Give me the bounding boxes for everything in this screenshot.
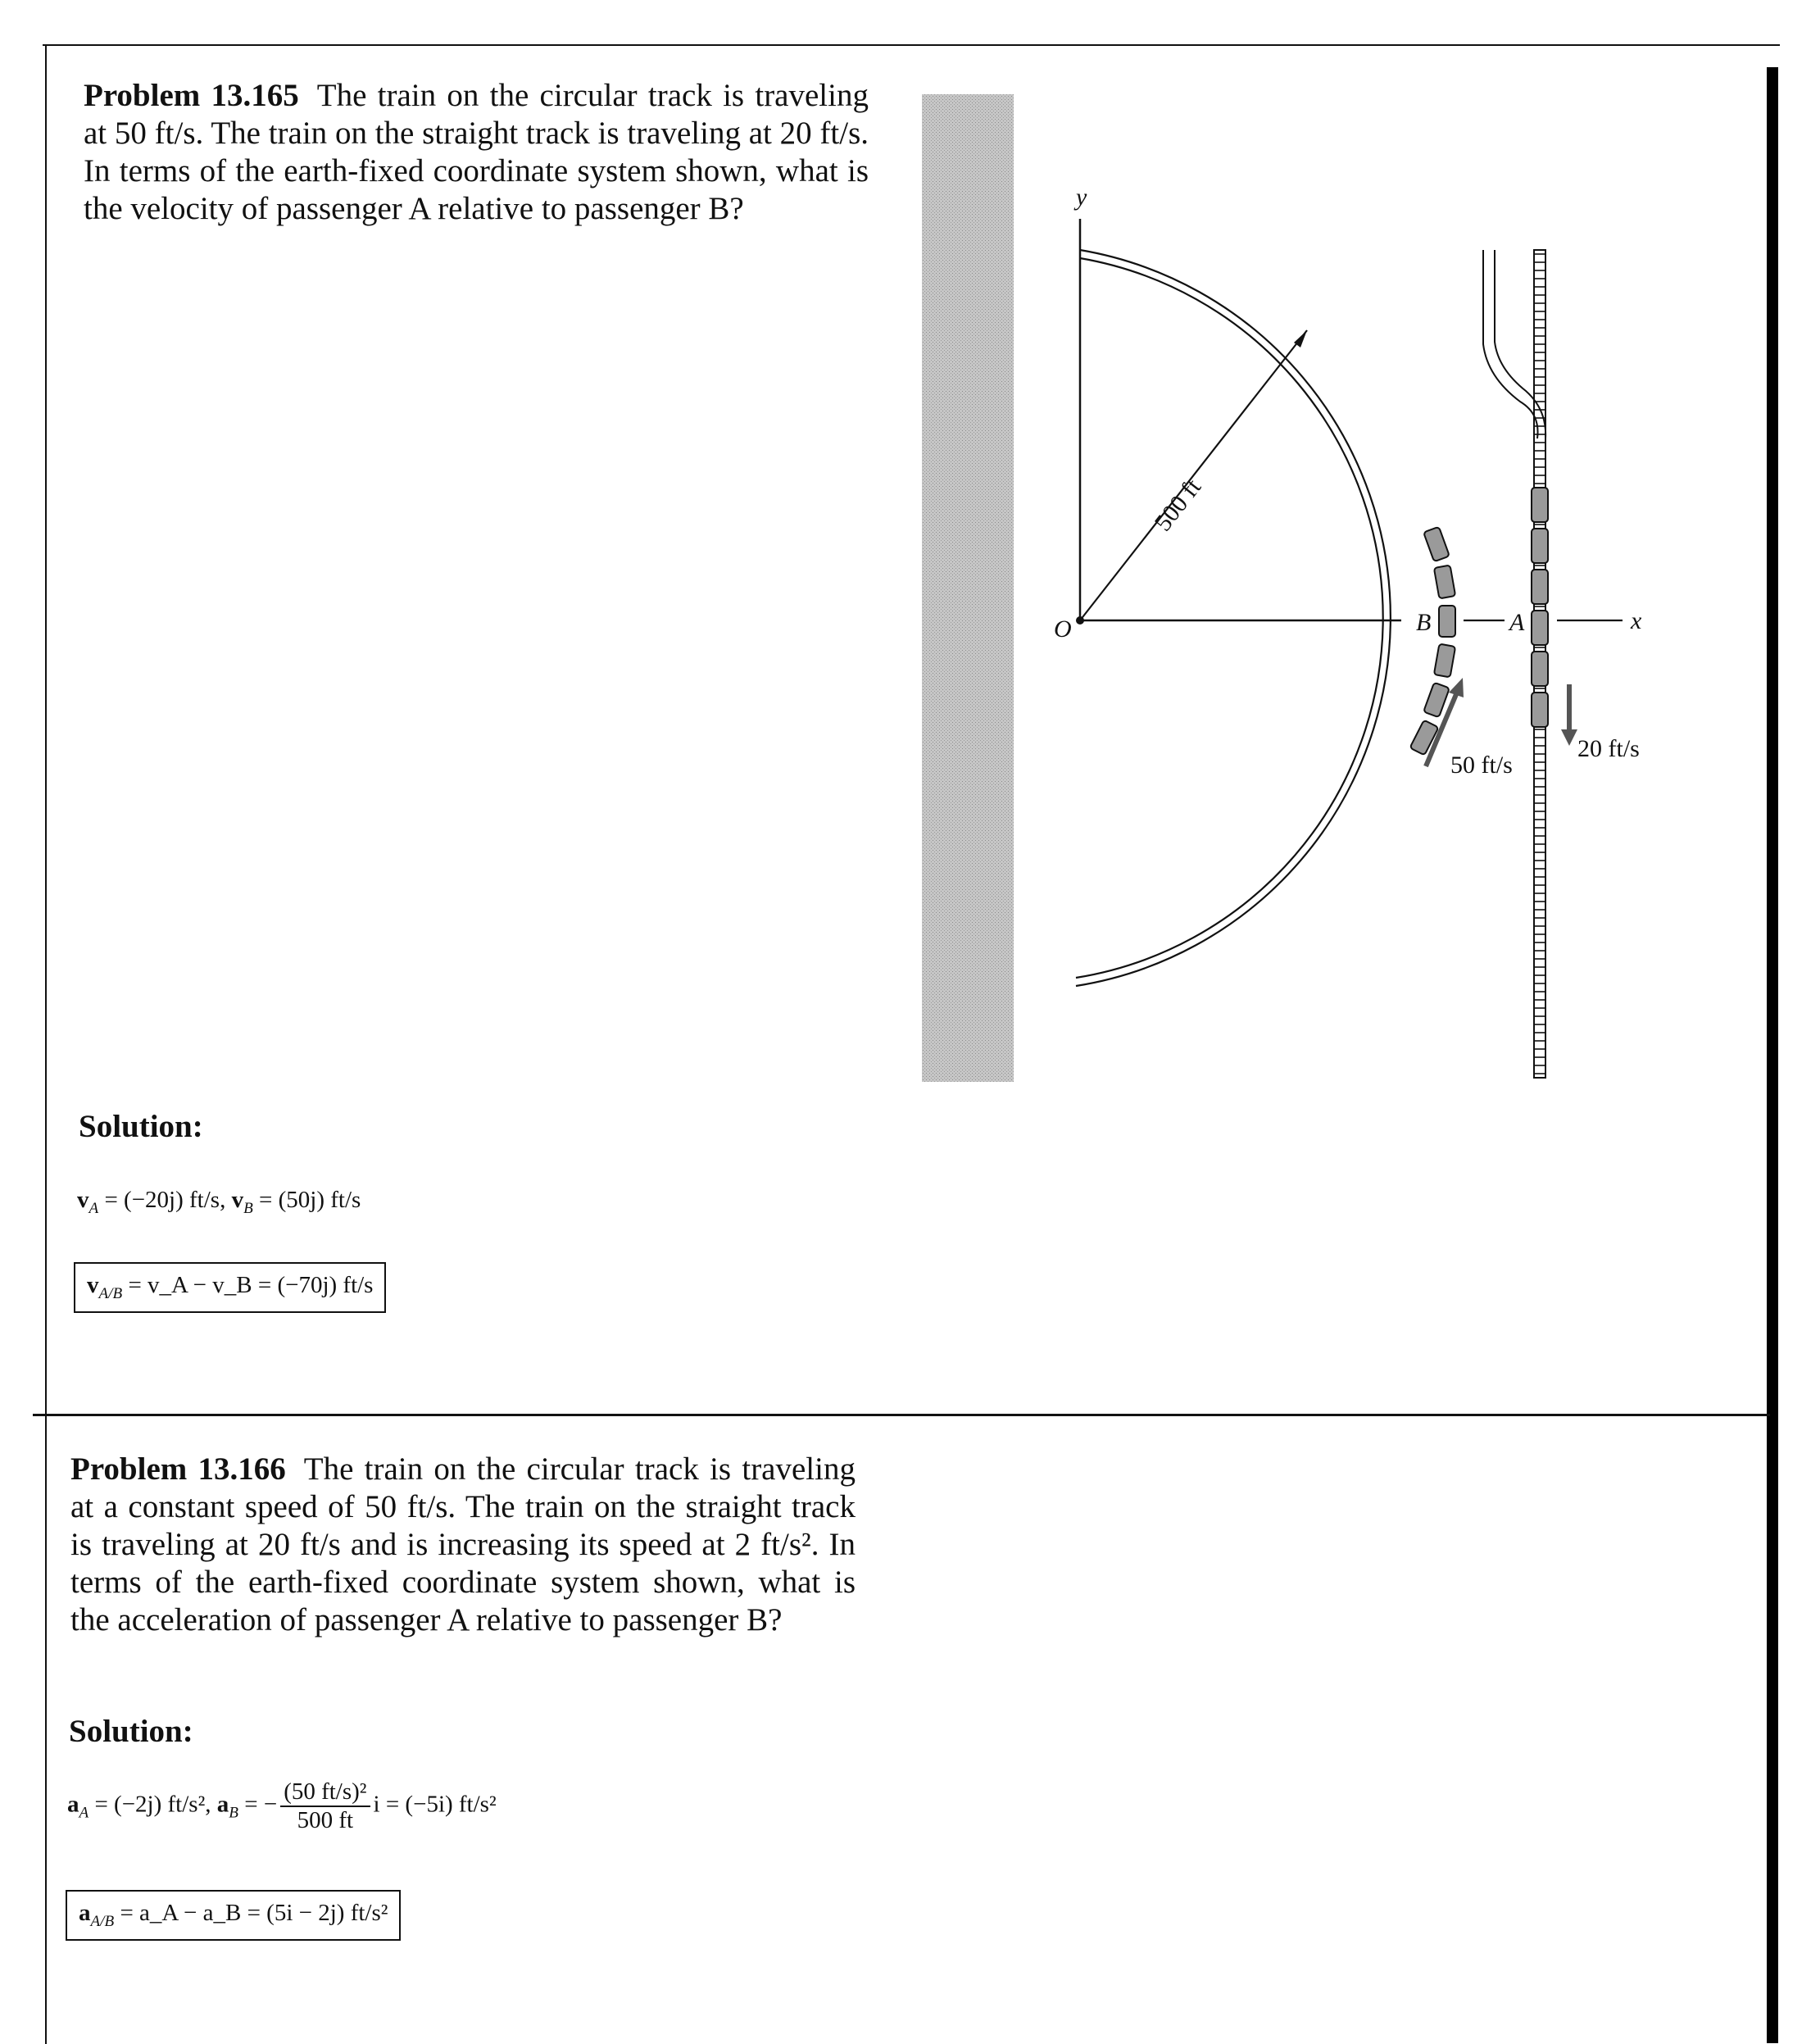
value-aa: = (−2j) ft/s²,	[89, 1791, 217, 1818]
equation-165-velocities	[77, 1187, 361, 1218]
subscript-ab: A/B	[90, 1912, 115, 1930]
symbol-aa: a	[67, 1791, 79, 1818]
origin-label: O	[1054, 615, 1072, 643]
answer-box-166	[66, 1890, 401, 1941]
symbol-vb: v	[231, 1187, 244, 1213]
train-car	[1434, 566, 1455, 599]
train-car	[1532, 611, 1548, 645]
equation-166-accelerations	[67, 1778, 497, 1834]
symbol-ab: a	[216, 1791, 229, 1818]
subscript-b: B	[243, 1199, 253, 1217]
subscript-b: B	[229, 1804, 238, 1822]
y-axis-label: y	[1076, 184, 1087, 211]
value-va: = (−20j) ft/s,	[98, 1187, 232, 1213]
train-car	[1439, 606, 1455, 637]
subscript-a: A	[89, 1199, 99, 1217]
problem-13-166-title: Problem 13.166	[70, 1451, 286, 1487]
train-car	[1423, 527, 1450, 562]
problem-13-165-body: The train on the circular track is traveling at 50 ft/s. The train on the straight track is traveling at 20 ft/s. In terms of the earth-fixed coordinate system shown, what is the velocity of passenger A relative to passenger B?	[84, 78, 869, 226]
symbol-aab: a	[79, 1900, 91, 1926]
speed-arrowhead-circular	[1449, 678, 1464, 697]
train-car	[1423, 683, 1450, 718]
problem-13-165-statement	[84, 77, 869, 228]
spur-track-left-rail	[1483, 250, 1538, 438]
centripetal-fraction	[280, 1778, 370, 1834]
radius-line	[1080, 330, 1307, 620]
train-car	[1532, 570, 1548, 604]
point-b-label: B	[1416, 609, 1432, 636]
problem-13-166-statement	[70, 1451, 856, 1639]
value-ab: i = (−5i) ft/s²	[373, 1791, 497, 1818]
train-car	[1532, 693, 1548, 727]
frame-left-rule	[45, 44, 47, 2044]
symbol-va: v	[77, 1187, 89, 1213]
problem-13-166-body: The train on the circular track is traveling at a constant speed of 50 ft/s. The train on the straight track is traveling at 20 ft/s and is increasing its speed at 2 ft/s². In terms of the earth-fixed coordinate system shown, what is the acceleration of passenger A relative to passenger B?	[70, 1451, 856, 1637]
fraction-denominator: 500 ft	[297, 1807, 354, 1833]
speed-arrowhead-straight	[1561, 729, 1577, 746]
problem-13-165-title: Problem 13.165	[84, 78, 299, 113]
ab-equals: = −	[238, 1791, 278, 1818]
problem-divider	[33, 1414, 1770, 1416]
subscript-a: A	[79, 1804, 89, 1822]
circular-track-outer	[1076, 250, 1391, 986]
value-vb: = (50j) ft/s	[252, 1187, 361, 1213]
speed-label-straight: 20 ft/s	[1577, 735, 1640, 762]
answer-166-value: = a_A − a_B = (5i − 2j) ft/s²	[114, 1900, 388, 1926]
solution-heading-166: Solution:	[69, 1714, 193, 1749]
fraction-numerator: (50 ft/s)²	[280, 1778, 370, 1807]
point-a-label: A	[1509, 609, 1525, 636]
subscript-ab: A/B	[98, 1284, 123, 1302]
circular-track-inner	[1076, 258, 1383, 978]
x-axis-label: x	[1631, 607, 1642, 634]
answer-165-value: = v_A − v_B = (−70j) ft/s	[122, 1272, 374, 1298]
train-car	[1532, 652, 1548, 686]
train-car	[1532, 488, 1548, 522]
solution-heading-165: Solution:	[79, 1109, 203, 1144]
origin-point	[1076, 616, 1084, 625]
radius-label: 500 ft	[1149, 474, 1207, 537]
train-track-figure	[910, 86, 1729, 1094]
frame-right-bar	[1767, 67, 1778, 2043]
train-car	[1532, 529, 1548, 563]
symbol-vab: v	[87, 1272, 99, 1298]
answer-box-165	[74, 1262, 386, 1313]
train-car	[1434, 644, 1455, 678]
frame-top-rule	[43, 44, 1780, 46]
speed-label-circular: 50 ft/s	[1450, 752, 1513, 779]
circular-train	[1409, 527, 1455, 756]
wall-shading	[922, 94, 1014, 1082]
